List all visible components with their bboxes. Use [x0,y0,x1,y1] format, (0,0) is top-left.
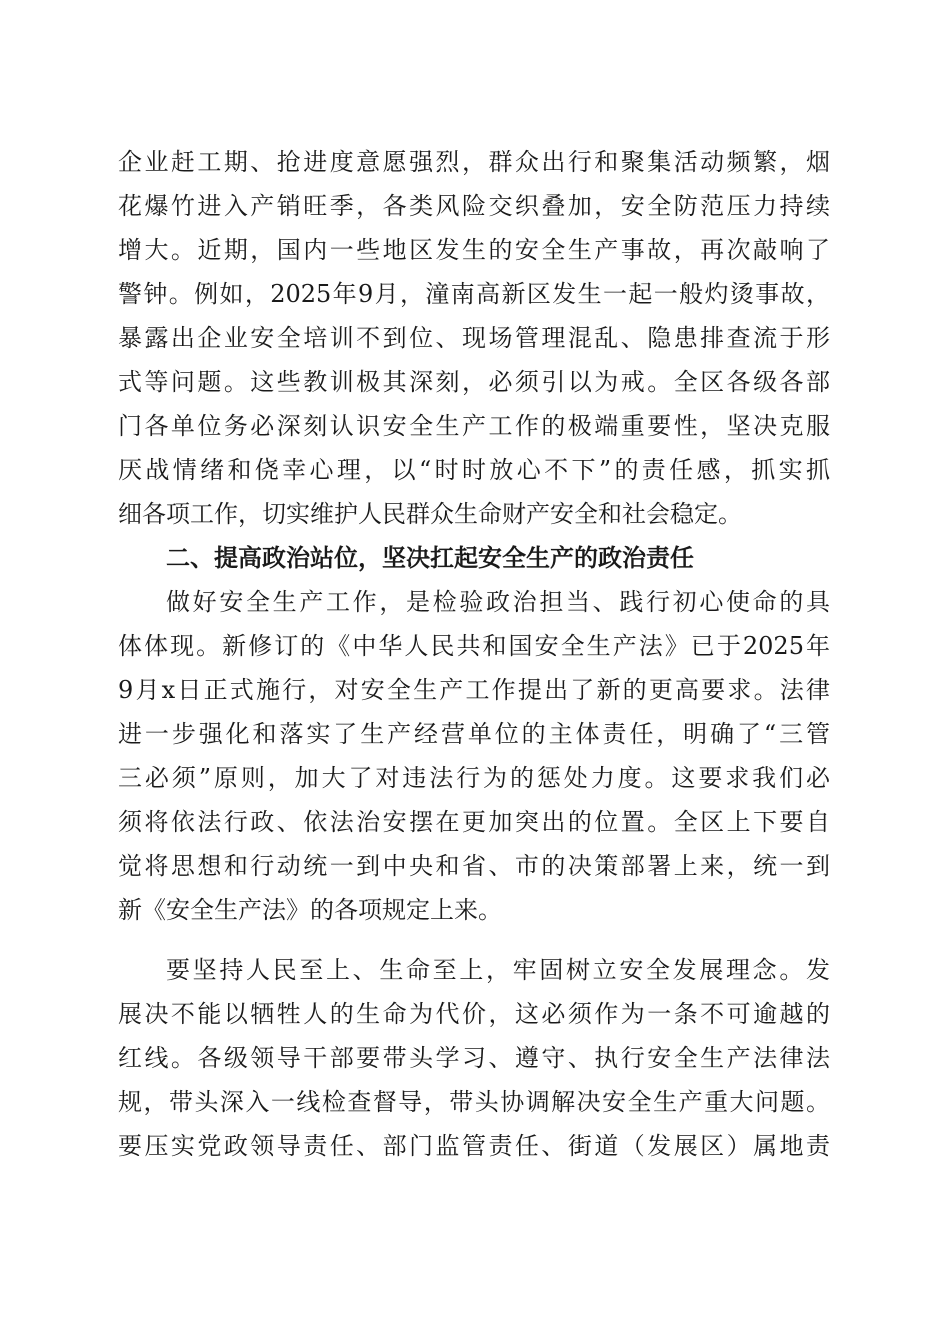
paragraph-gap [118,932,830,948]
text-line: 须将依法行政、依法治安摆在更加突出的位置。全区上下要自 [118,808,830,836]
text-line: 9月x日正式施行，对安全生产工作提出了新的更高要求。法律 [118,676,830,704]
paragraph-3 [118,948,830,1168]
text-line: 式等问题。这些教训极其深刻，必须引以为戒。全区各级各部 [118,368,830,396]
text-line: 门各单位务必深刻认识安全生产工作的极端重要性，坚决克服 [118,412,830,440]
text-line: 暴露出企业安全培训不到位、现场管理混乱、隐患排查流于形 [118,324,830,352]
text-line: 要坚持人民至上、生命至上，牢固树立安全发展理念。发 [166,956,830,984]
text-line: 企业赶工期、抢进度意愿强烈，群众出行和聚集活动频繁，烟 [118,148,830,176]
text-line: 三必须”原则，加大了对违法行为的惩处力度。这要求我们必 [118,764,830,792]
text-line: 体体现。新修订的《中华人民共和国安全生产法》已于2025年 [118,632,830,660]
text-line: 新《安全生产法》的各项规定上来。 [118,896,502,924]
text-line: 做好安全生产工作，是检验政治担当、践行初心使命的具 [166,588,830,616]
paragraph-1 [118,140,830,536]
text-line: 要压实党政领导责任、部门监管责任、街道（发展区）属地责 [118,1132,830,1160]
document-body [118,140,830,1168]
text-line: 花爆竹进入产销旺季，各类风险交织叠加，安全防范压力持续 [118,192,830,220]
text-line: 规，带头深入一线检查督导，带头协调解决安全生产重大问题。 [118,1088,830,1116]
section-heading: 二、提高政治站位，坚决扛起安全生产的政治责任 [166,544,694,572]
text-line: 细各项工作，切实维护人民群众生命财产安全和社会稳定。 [118,500,742,528]
text-line: 厌战情绪和侥幸心理，以“时时放心不下”的责任感，抓实抓 [118,456,830,484]
text-line: 警钟。例如，2025年9月，潼南高新区发生一起一般灼烫事故， [118,280,830,308]
text-line: 增大。近期，国内一些地区发生的安全生产事故，再次敲响了 [118,236,830,264]
paragraph-2 [118,580,830,932]
text-line: 红线。各级领导干部要带头学习、遵守、执行安全生产法律法 [118,1044,830,1072]
text-line: 进一步强化和落实了生产经营单位的主体责任，明确了“三管 [118,720,830,748]
text-line: 觉将思想和行动统一到中央和省、市的决策部署上来，统一到 [118,852,830,880]
text-line: 展决不能以牺牲人的生命为代价，这必须作为一条不可逾越的 [118,1000,830,1028]
